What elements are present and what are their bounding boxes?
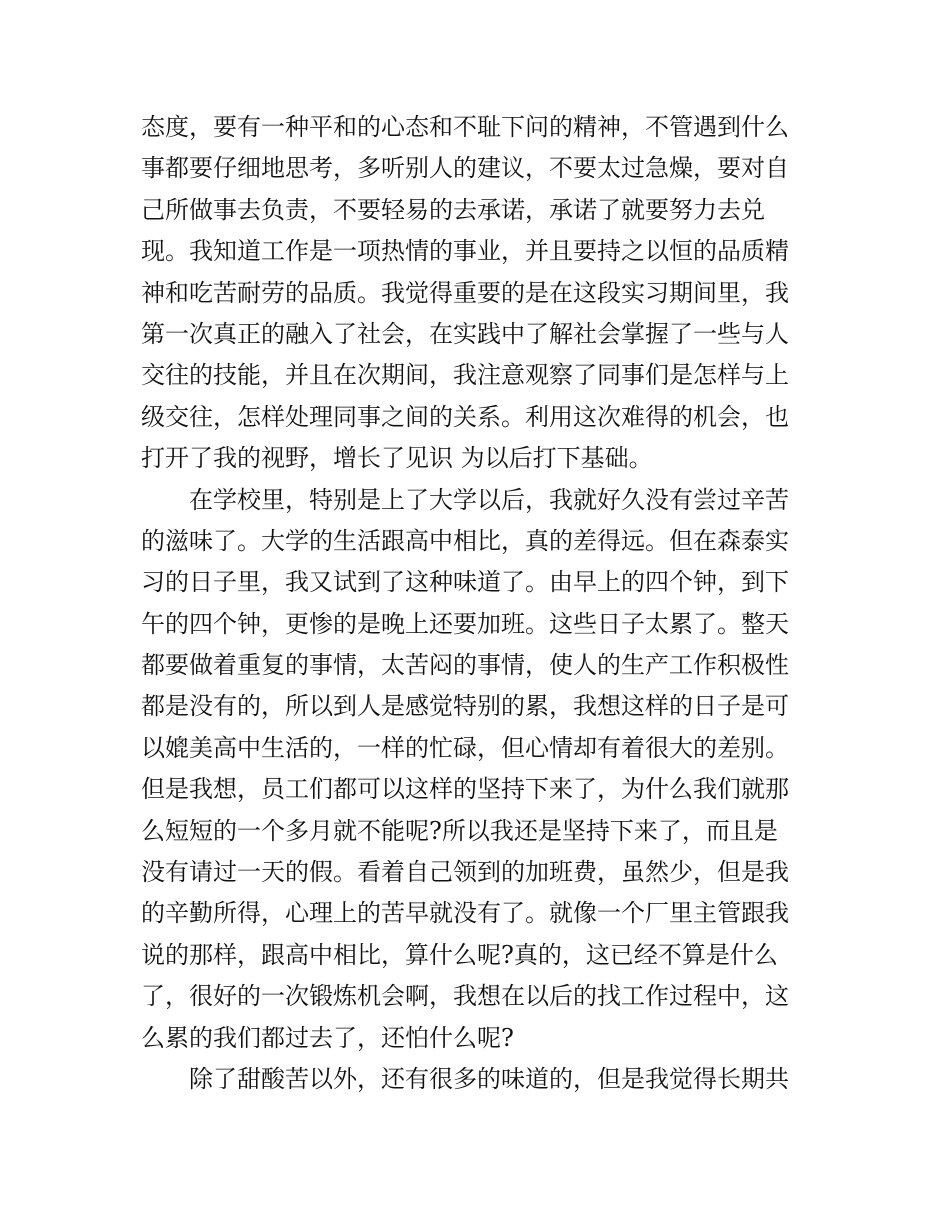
document-body	[141, 107, 821, 1100]
text-line: 神和吃苦耐劳的品质。我觉得重要的是在这段实习期间里，我	[141, 278, 789, 307]
paragraph-start-line: 除了甜酸苦以外，还有很多的味道的，但是我觉得长期共	[141, 1064, 789, 1093]
text-line: 交往的技能，并且在次期间，我注意观察了同事们是怎样与上	[141, 361, 789, 390]
text-line: 了，很好的一次锻炼机会啊，我想在以后的找工作过程中，这	[141, 982, 789, 1011]
text-line: 但是我想，员工们都可以这样的坚持下来了，为什么我们就那	[141, 775, 789, 804]
text-line: 都要做着重复的事情，太苦闷的事情，使人的生产工作积极性	[141, 651, 789, 680]
text-line: 说的那样，跟高中相比，算什么呢?真的，这已经不算是什么	[141, 940, 778, 969]
text-line: 第一次真正的融入了社会，在实践中了解社会掌握了一些与人	[141, 319, 789, 348]
text-line: 态度，要有一种平和的心态和不耻下问的精神，不管遇到什么	[141, 113, 789, 141]
text-line: 级交往，怎样处理同事之间的关系。利用这次难得的机会，也	[141, 402, 789, 431]
text-line: 事都要仔细地思考，多听别人的建议，不要太过急燥，要对自	[141, 154, 789, 183]
text-line: 么短短的一个多月就不能呢?所以我还是坚持下来了，而且是	[141, 816, 778, 845]
text-line: 的滋味了。大学的生活跟高中相比，真的差得远。但在森泰实	[141, 526, 789, 555]
text-line: 习的日子里，我又试到了这种味道了。由早上的四个钟，到下	[141, 568, 789, 597]
paragraph-start-line: 在学校里，特别是上了大学以后，我就好久没有尝过辛苦	[141, 485, 789, 514]
text-line: 么累的我们都过去了，还怕什么呢?	[141, 1023, 514, 1052]
text-line: 午的四个钟，更惨的是晚上还要加班。这些日子太累了。整天	[141, 609, 789, 638]
text-line: 的辛勤所得，心理上的苦早就没有了。就像一个厂里主管跟我	[141, 899, 789, 928]
text-line: 己所做事去负责，不要轻易的去承诺，承诺了就要努力去兑	[141, 195, 765, 224]
text-line: 现。我知道工作是一项热情的事业，并且要持之以恒的品质精	[141, 237, 789, 266]
text-line: 打开了我的视野，增长了见识 为以后打下基础。	[141, 444, 653, 473]
text-line: 都是没有的，所以到人是感觉特别的累，我想这样的日子是可	[141, 692, 789, 721]
text-line: 以媲美高中生活的，一样的忙碌，但心情却有着很大的差别。	[141, 733, 789, 762]
text-line: 没有请过一天的假。看着自己领到的加班费，虽然少，但是我	[141, 858, 789, 887]
